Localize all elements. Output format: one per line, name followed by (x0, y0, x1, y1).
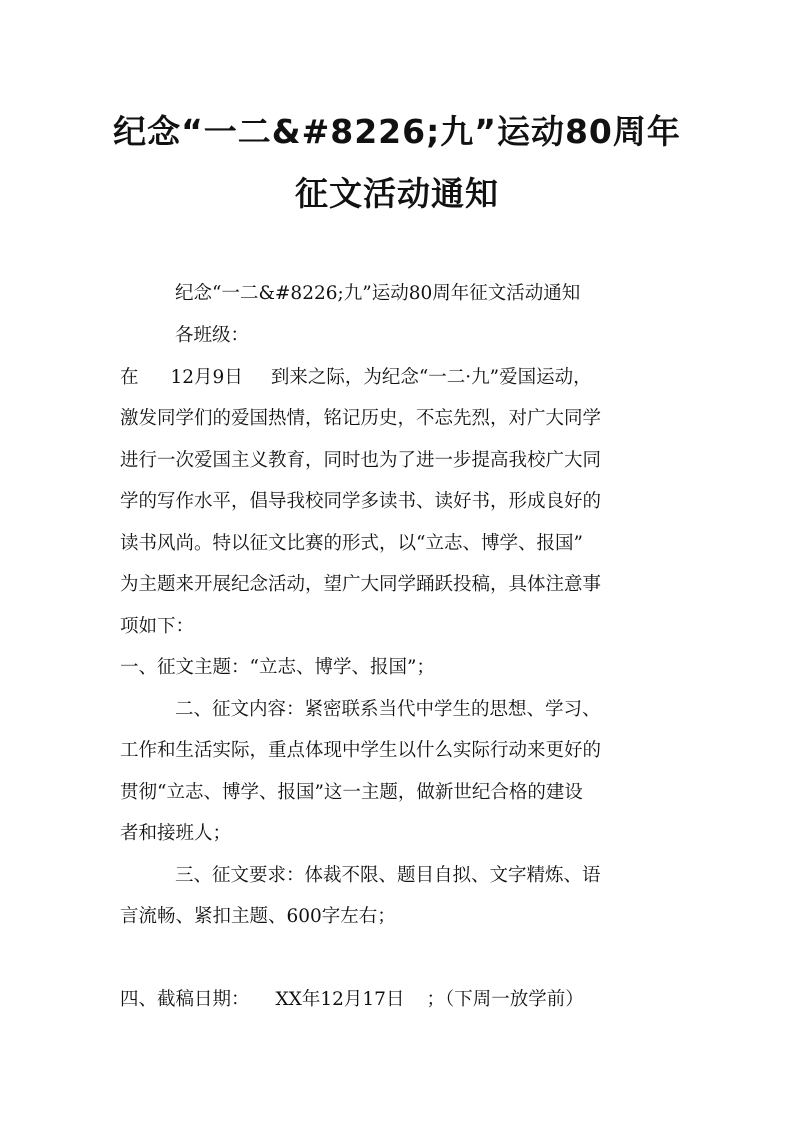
salutation: 各班级： (175, 325, 250, 346)
deadline-label: 四、截稿日期： (120, 989, 250, 1010)
item-2-line: 工作和生活实际，重点体现中学生以什么实际行动来更好的 (120, 740, 602, 761)
item-3-line: 言流畅、紧扣主题、600字左右； (120, 906, 396, 927)
intro-line: 激发同学们的爱国热情，铭记历史，不忘先烈，对广大同学 (120, 408, 602, 429)
intro-part-b: 到来之际，为纪念“一二·九”爱国运动， (270, 367, 592, 388)
item-2-line: 者和接班人； (120, 823, 232, 844)
item-1-theme: 一、征文主题：“立志、博学、报国”； (120, 657, 435, 678)
intro-line: 进行一次爱国主义教育，同时也为了进一步提高我校广大同 (120, 450, 602, 471)
intro-line: 为主题来开展纪念活动，望广大同学踊跃投稿，具体注意事 (120, 574, 602, 595)
item-3-requirements: 三、征文要求：体裁不限、题目自拟、文字精炼、语 (175, 865, 601, 886)
item-4-deadline (120, 988, 584, 1012)
intro-part-a: 在 (120, 367, 139, 388)
intro-line: 学的写作水平，倡导我校同学多读书、读好书，形成良好的 (120, 491, 602, 512)
intro-date: 12月9日 (170, 367, 243, 388)
deadline-date: XX年12月17日 (275, 989, 405, 1010)
intro-line: 项如下： (120, 616, 195, 637)
intro-line: 读书风尚。特以征文比赛的形式，以“立志、博学、报国” (120, 533, 583, 554)
subtitle: 纪念“一二&#8226;九”运动80周年征文活动通知 (175, 283, 581, 304)
title-line-2: 征文活动通知 (295, 174, 499, 213)
deadline-note: ；（下周一放学前） (426, 989, 584, 1010)
item-2-content: 二、征文内容：紧密联系当代中学生的思想、学习、 (175, 699, 601, 720)
title-line-1: 纪念“一二&#8226;九”运动80周年 (113, 112, 681, 151)
intro-first-line (120, 366, 592, 390)
item-2-line: 贯彻“立志、博学、报国”这一主题，做新世纪合格的建设 (120, 782, 583, 803)
